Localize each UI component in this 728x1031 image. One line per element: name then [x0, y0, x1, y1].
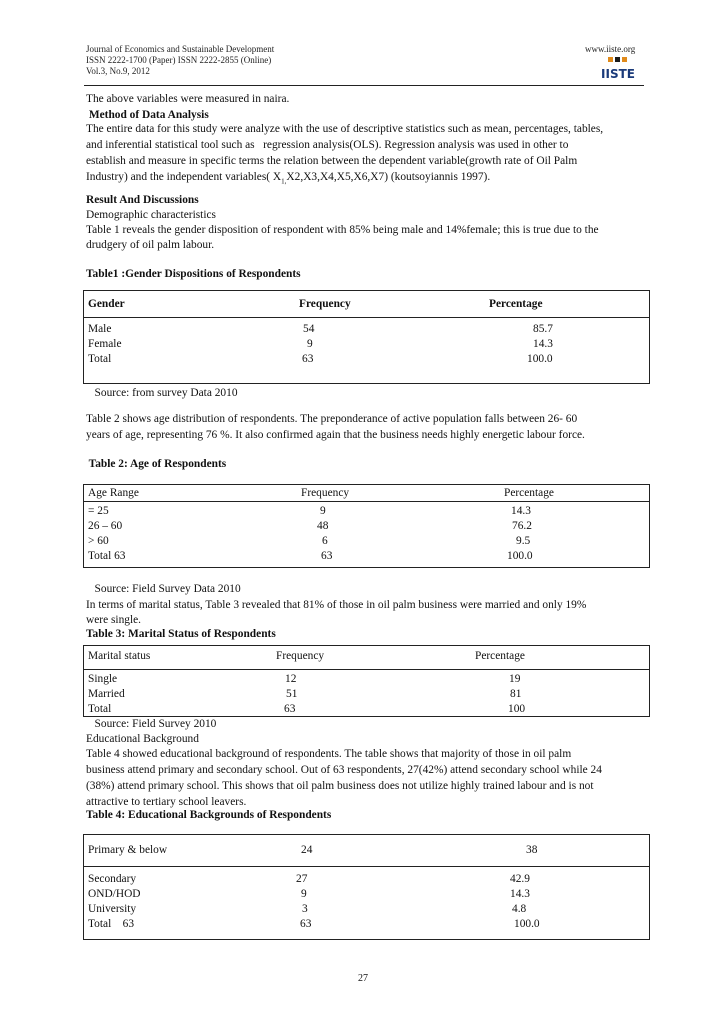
- table3-cell: 12: [285, 673, 297, 685]
- table1: [83, 290, 650, 384]
- page-number: 27: [358, 973, 368, 984]
- method-heading: Method of Data Analysis: [86, 109, 209, 121]
- table4-cell: 100.0: [514, 918, 540, 930]
- method-line-1: The entire data for this study were analyze with the use of descriptive statistics such as mean, percentages, tables,: [86, 123, 604, 135]
- table1-cell: Total: [88, 353, 112, 365]
- demographic-heading: Demographic characteristics: [86, 209, 216, 221]
- table2-cell: 26 – 60: [88, 520, 123, 532]
- table2-desc-line-2: years of age, representing 76 %. It also confirmed again that the business needs highly energetic labour force.: [86, 429, 585, 441]
- journal-volume: Vol.3, No.9, 2012: [86, 66, 150, 76]
- table3-desc-line-2: were single.: [86, 614, 142, 626]
- table4-caption: Table 4: Educational Backgrounds of Respondents: [86, 809, 332, 821]
- table4: [83, 834, 650, 940]
- method-line-4-sub: 1,: [281, 177, 287, 186]
- journal-url[interactable]: www.iiste.org: [585, 44, 636, 54]
- table3: [83, 645, 650, 717]
- table2-header-frequency: Frequency: [301, 487, 350, 499]
- table4-cell: 9: [301, 888, 307, 900]
- table2-cell: = 25: [88, 505, 109, 517]
- table1-desc-line-1: Table 1 reveals the gender disposition of respondent with 85% being male and 14%female; this is true due to the: [86, 224, 599, 236]
- table4-desc-line-2: business attend primary and secondary school. Out of 63 respondents, 27(42%) attend secondary school while 24: [86, 764, 602, 776]
- table2-cell: 9: [320, 505, 326, 517]
- table3-cell: 19: [509, 673, 521, 685]
- table4-first-row-rule: [83, 866, 650, 867]
- method-line-2: and inferential statistical tool such as regression analysis(OLS). Regression analysis was used in other to: [86, 139, 569, 151]
- table4-cell: Primary & below: [88, 844, 168, 856]
- table4-desc-line-1: Table 4 showed educational background of respondents. The table shows that majority of those in oil palm: [86, 748, 572, 760]
- journal-title: Journal of Economics and Sustainable Development: [86, 44, 275, 54]
- journal-issn: ISSN 2222-1700 (Paper) ISSN 2222-2855 (Online): [86, 55, 272, 65]
- education-heading: Educational Background: [86, 733, 199, 745]
- results-heading: Result And Discussions: [86, 194, 199, 206]
- table3-cell: 81: [510, 688, 522, 700]
- table2: [83, 484, 650, 568]
- table3-cell: 51: [286, 688, 298, 700]
- table2-header-percentage: Percentage: [504, 487, 554, 499]
- table3-header-frequency: Frequency: [276, 650, 325, 662]
- table2-cell: 48: [317, 520, 329, 532]
- table2-caption: Table 2: Age of Respondents: [86, 458, 227, 470]
- method-line-3: establish and measure in specific terms the relation between the dependent variable(growth rate of Oil Palm: [86, 155, 578, 167]
- table1-header-frequency: Frequency: [299, 298, 351, 310]
- table1-header-gender: Gender: [88, 298, 125, 310]
- table3-caption: Table 3: Marital Status of Respondents: [86, 628, 276, 640]
- table4-cell: 4.8: [512, 903, 527, 915]
- table2-header-age-range: Age Range: [88, 487, 139, 499]
- table4-cell: University: [88, 903, 137, 915]
- table1-cell: 9: [307, 338, 313, 350]
- table3-header-marital-status: Marital status: [88, 650, 151, 662]
- table1-cell: Male: [88, 323, 112, 335]
- method-line-4b: X2,X3,X4,X5,X6,X7) (koutsoyiannis 1997).: [286, 171, 491, 183]
- table2-cell: 6: [322, 535, 328, 547]
- table4-cell: 3: [302, 903, 308, 915]
- table4-desc-line-3: (38%) attend primary school. This shows that oil palm business does not utilize highly trained labour and is not: [86, 780, 594, 792]
- table3-cell: 100: [508, 703, 526, 715]
- table2-desc-line-1: Table 2 shows age distribution of respondents. The preponderance of active population falls between 26- 60: [86, 413, 578, 425]
- table1-header-percentage: Percentage: [489, 298, 543, 310]
- table1-source: Source: from survey Data 2010: [86, 387, 238, 399]
- table1-cell: Female: [88, 338, 122, 350]
- table1-cell: 100.0: [527, 353, 553, 365]
- table2-cell: 76.2: [512, 520, 532, 532]
- table1-caption: Table1 :Gender Dispositions of Respondents: [86, 268, 301, 280]
- table1-header-rule: [83, 317, 650, 318]
- logo-text: IISTE: [601, 67, 635, 81]
- table4-cell: 27: [296, 873, 308, 885]
- table1-cell: 85.7: [533, 323, 553, 335]
- table2-cell: 63: [321, 550, 333, 562]
- method-line-4: [86, 169, 644, 189]
- table1-desc-line-2: drudgery of oil palm labour.: [86, 239, 215, 251]
- table3-desc-line-1: In terms of marital status, Table 3 revealed that 81% of those in oil palm business were married and only 19%: [86, 599, 587, 611]
- table2-cell: > 60: [88, 535, 109, 547]
- header-rule: [84, 85, 644, 86]
- table1-cell: 54: [303, 323, 315, 335]
- table3-header-percentage: Percentage: [475, 650, 525, 662]
- table4-cell: 38: [526, 844, 538, 856]
- method-line-4a: Industry) and the independent variables( X: [86, 171, 282, 183]
- table1-cell: 14.3: [533, 338, 553, 350]
- table4-cell: Total 63: [88, 918, 135, 930]
- table3-cell: Total: [88, 703, 112, 715]
- table3-header-rule: [83, 669, 650, 670]
- table2-source: Source: Field Survey Data 2010: [86, 583, 241, 595]
- naira-note: The above variables were measured in naira.: [86, 93, 290, 105]
- table2-header-rule: [83, 501, 650, 502]
- table4-cell: 24: [301, 844, 313, 856]
- iiste-logo: [598, 56, 638, 82]
- table1-cell: 63: [302, 353, 314, 365]
- table4-cell: Secondary: [88, 873, 137, 885]
- table3-cell: Married: [88, 688, 125, 700]
- table4-cell: OND/HOD: [88, 888, 141, 900]
- table3-cell: 63: [284, 703, 296, 715]
- table4-cell: 14.3: [510, 888, 530, 900]
- table4-desc-line-4: attractive to tertiary school leavers.: [86, 796, 247, 808]
- table3-source: Source: Field Survey 2010: [86, 718, 217, 730]
- table4-cell: 63: [300, 918, 312, 930]
- table3-cell: Single: [88, 673, 118, 685]
- table2-cell: 14.3: [511, 505, 531, 517]
- table2-cell: Total 63: [88, 550, 126, 562]
- table2-cell: 9.5: [516, 535, 531, 547]
- table4-cell: 42.9: [510, 873, 530, 885]
- table2-cell: 100.0: [507, 550, 533, 562]
